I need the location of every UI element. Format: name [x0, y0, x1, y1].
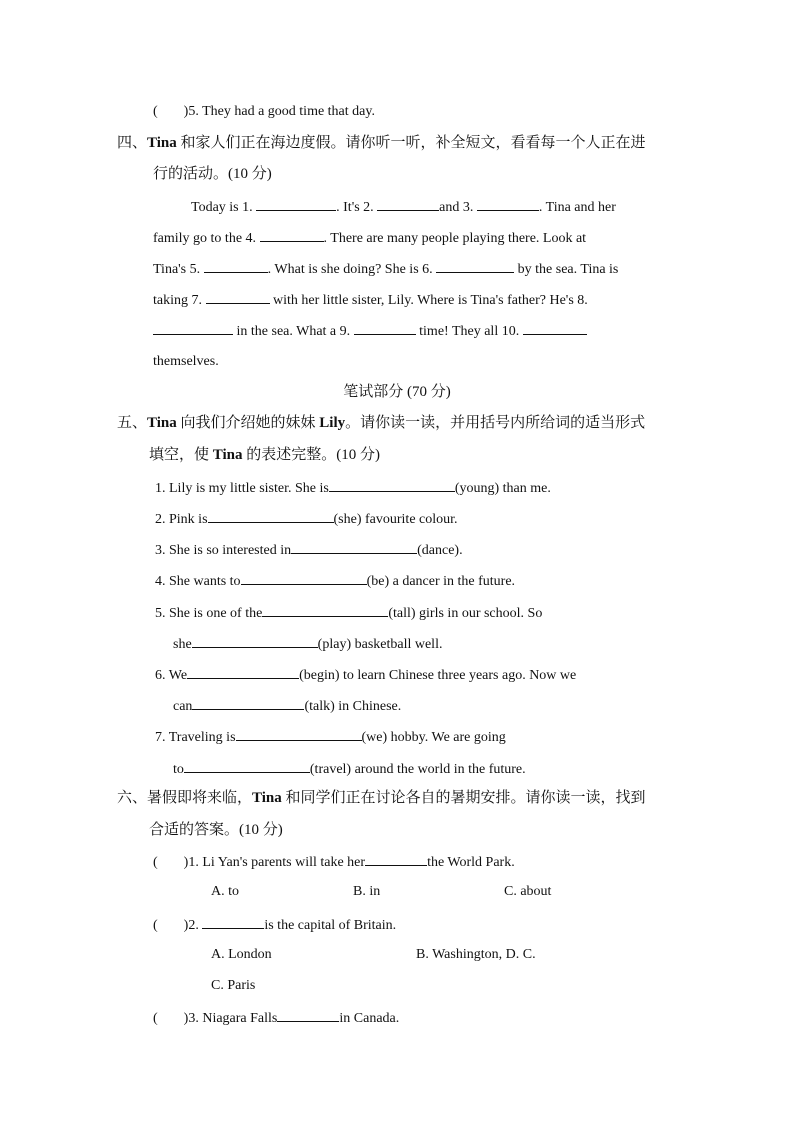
blank-7[interactable] — [206, 289, 270, 304]
option-a[interactable]: A. to — [211, 884, 239, 899]
passage-line-5: in the sea. What a 9. time! They all 10. — [153, 320, 676, 342]
blank-5[interactable] — [204, 258, 268, 273]
blank-9[interactable] — [354, 320, 416, 335]
name-tina: Tina — [252, 790, 282, 806]
name-lily: Lily — [319, 415, 346, 431]
fill-blank[interactable] — [202, 914, 264, 929]
fill-item-6b: can (talk) in Chinese. — [173, 695, 401, 717]
fill-blank[interactable] — [329, 477, 455, 492]
option-a[interactable]: A. London — [211, 947, 272, 962]
passage-line-4: taking 7. with her little sister, Lily. Where is Tina's father? He's 8. — [153, 289, 676, 311]
fill-item-7: 7. Traveling is (we) hobby. We are going — [155, 726, 506, 748]
answer-bracket-close: ) — [183, 104, 189, 119]
fill-item-7b: to (travel) around the world in the future. — [173, 758, 526, 780]
option-b[interactable]: B. Washington, D. C. — [416, 947, 536, 962]
fill-blank[interactable] — [277, 1007, 339, 1022]
fill-item-2: 2. Pink is (she) favourite colour. — [155, 508, 458, 530]
blank-3[interactable] — [477, 196, 539, 211]
section-number: 四、 — [117, 135, 148, 151]
fill-item-5b: she (play) basketball well. — [173, 633, 442, 655]
answer-bracket-open: ( — [153, 104, 158, 119]
passage-line-3: Tina's 5. . What is she doing? She is 6. by the sea. Tina is — [153, 258, 676, 280]
fill-item-1: 1. Lily is my little sister. She is (young) than me. — [155, 477, 551, 499]
fill-blank[interactable] — [187, 664, 299, 679]
section-5-heading: 五、Tina 向我们介绍她的妹妹 Lily。请你读一读，并用括号内所给词的适当形式 — [117, 415, 646, 431]
option-b[interactable]: B. in — [353, 884, 381, 899]
section-4-heading — [117, 133, 646, 153]
blank-8[interactable] — [153, 320, 233, 335]
section-number: 六、 — [117, 790, 148, 806]
fill-blank[interactable] — [241, 570, 367, 585]
fill-blank[interactable] — [208, 508, 334, 523]
choice-question-1: ( )1. Li Yan's parents will take her the World Park. — [153, 851, 515, 873]
blank-10[interactable] — [523, 320, 587, 335]
section-5-heading-line2: 填空，使 Tina 的表述完整。(10 分) — [149, 447, 381, 463]
fill-blank[interactable] — [236, 726, 362, 741]
choice-question-2: ( )2. is the capital of Britain. — [153, 914, 396, 936]
fill-item-4: 4. She wants to (be) a dancer in the future. — [155, 570, 515, 592]
fill-blank[interactable] — [192, 633, 318, 648]
fill-blank[interactable] — [365, 851, 427, 866]
fill-item-6: 6. We (begin) to learn Chinese three years ago. Now we — [155, 664, 576, 686]
fill-blank[interactable] — [262, 602, 388, 617]
fill-item-5: 5. She is one of the (tall) girls in our school. So — [155, 602, 542, 624]
blank-1[interactable] — [256, 196, 336, 211]
passage-line-1: Today is 1. . It's 2. and 3. . Tina and her — [191, 196, 676, 218]
written-part-heading: 笔试部分 (70 分) — [343, 384, 451, 400]
fill-blank[interactable] — [291, 539, 417, 554]
instruction-text: 和家人们正在海边度假。请你听一听，补全短文，看看每一个人正在进 — [176, 135, 646, 151]
choice-question-3: ( )3. Niagara Falls in Canada. — [153, 1007, 399, 1029]
name-tina: Tina — [147, 415, 177, 431]
fill-item-3: 3. She is so interested in (dance). — [155, 539, 463, 561]
option-c[interactable]: C. Paris — [211, 978, 256, 993]
fill-blank[interactable] — [184, 758, 310, 773]
section-number: 五、 — [117, 415, 148, 431]
fill-blank[interactable] — [192, 695, 304, 710]
blank-6[interactable] — [436, 258, 514, 273]
section-6-heading-line2: 合适的答案。(10 分) — [149, 822, 283, 838]
question-item-5 — [153, 102, 375, 122]
option-c[interactable]: C. about — [504, 884, 552, 899]
question-text: 5. They had a good time that day. — [188, 104, 375, 119]
name-tina: Tina — [147, 135, 177, 151]
passage-line-6: themselves. — [153, 354, 219, 369]
section-6-heading: 六、暑假即将来临，Tina 和同学们正在讨论各自的暑期安排。请你读一读，找到 — [117, 790, 646, 806]
passage-line-2: family go to the 4. . There are many people playing there. Look at — [153, 227, 676, 249]
section-4-heading-line2: 行的活动。(10 分) — [153, 166, 272, 182]
blank-2[interactable] — [377, 196, 439, 211]
blank-4[interactable] — [260, 227, 324, 242]
